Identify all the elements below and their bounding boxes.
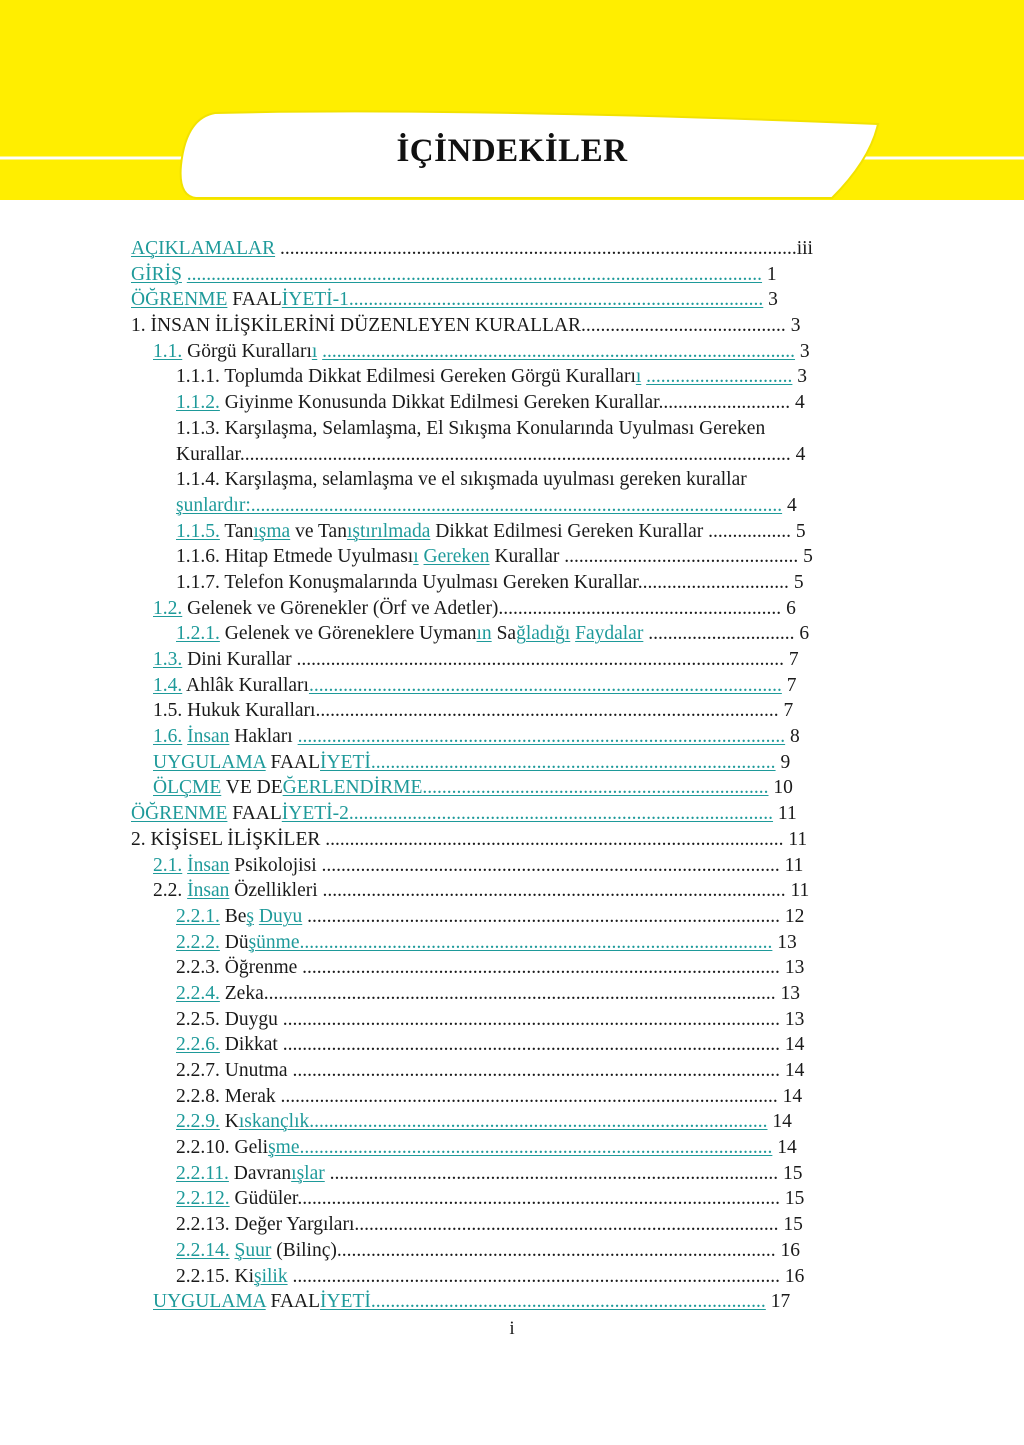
toc-entry [176, 364, 901, 390]
toc-text: .......................................................................................................... [275, 238, 797, 259]
toc-text: 1.1.7. Telefon Konuşmalarında Uyulması Gereken Kurallar............................... [176, 571, 789, 593]
toc-text: Ahlâk Kuralları [182, 674, 309, 696]
toc-text: Gelenek ve Görenekler (Örf ve Adetler).......................................................... [182, 597, 782, 619]
toc-link[interactable]: GİRİŞ [131, 263, 182, 285]
toc-text: ............................................................................................ [324, 1162, 779, 1184]
toc-text: 13 [772, 931, 797, 953]
toc-link[interactable]: İYETİ................................................................................... [320, 751, 776, 773]
toc-text: 2.2.3. Öğrenme .................................................................................................. [176, 957, 780, 979]
toc-text: .................................................................................................... [287, 1265, 780, 1287]
toc-link[interactable]: 2.2.11. [176, 1162, 229, 1184]
toc-text: 14 [779, 1034, 805, 1056]
toc-entry [176, 621, 901, 647]
toc-entry [131, 236, 901, 262]
toc-text: 4 [782, 494, 797, 516]
toc-text: 3 [763, 289, 778, 311]
toc-link[interactable]: ş [246, 905, 255, 927]
toc-entry [176, 390, 901, 416]
toc-text: FAAL [265, 751, 321, 773]
page-title: İÇİNDEKİLER [396, 133, 628, 169]
toc-link[interactable]: ı [635, 366, 642, 388]
toc-text: Tan [219, 520, 254, 542]
toc-link[interactable]: İYETİ................................................................................. [320, 1291, 766, 1313]
toc-text: (Bilinç).......................................................................................... [271, 1239, 776, 1261]
toc-text: 15 [778, 1214, 803, 1236]
toc-link[interactable]: ıştırılmada [346, 520, 431, 542]
toc-entry [176, 1032, 901, 1058]
toc-text: FAAL [265, 1291, 321, 1313]
toc-link[interactable]: 1.1. [153, 340, 183, 362]
toc-text: ve Tan [290, 520, 347, 542]
toc-link[interactable]: 1.2. [153, 597, 183, 619]
toc-text: 1. İNSAN İLİŞKİLERİNİ DÜZENLEYEN KURALLAR.......................................... [131, 315, 786, 337]
toc-text: ................................................................................................. [302, 905, 780, 927]
toc-text: 14 [767, 1111, 792, 1133]
toc-text: Zeka......................................................................................................... [219, 982, 776, 1004]
toc-link[interactable]: ÖĞRENME [131, 289, 228, 311]
toc-link[interactable]: 1.1.2. [176, 392, 220, 414]
toc-entry [153, 724, 901, 750]
toc-text: 2.2. [153, 880, 188, 902]
toc-entry [131, 827, 901, 853]
toc-text: 16 [779, 1265, 805, 1287]
toc-link[interactable]: şme................................................................................................. [268, 1137, 773, 1159]
toc-text: 4 [790, 443, 806, 465]
toc-link[interactable]: 2.2.1. [176, 905, 220, 927]
toc-entry [131, 287, 901, 313]
toc-link[interactable]: 2.1. [153, 854, 183, 876]
header-band-shape [0, 0, 1024, 200]
toc-link[interactable]: ıskançlık.............................................................................................. [238, 1111, 768, 1133]
toc-text: iii [796, 238, 813, 259]
toc-link[interactable]: Duyu [258, 905, 303, 927]
toc-entry [176, 519, 901, 545]
toc-link[interactable]: ĞERLENDİRME....................................................................... [282, 777, 769, 799]
toc-link[interactable]: .................................................................................................... [297, 726, 786, 748]
toc-entry [153, 673, 901, 699]
toc-link[interactable]: İnsan [187, 880, 230, 902]
toc-text: 6 [781, 597, 796, 619]
toc-link[interactable]: ı [311, 340, 318, 362]
toc-link[interactable]: 1.2.1. [176, 623, 220, 645]
page-number: i [509, 1318, 515, 1339]
toc-entry [176, 1212, 901, 1238]
toc-text: 7 [778, 700, 794, 722]
toc-link[interactable]: 2.2.9. [176, 1111, 220, 1133]
toc-text: 14 [777, 1085, 803, 1107]
toc-link[interactable]: 1.3. [153, 649, 183, 670]
toc-entry [153, 853, 901, 879]
toc-link[interactable]: Gereken [423, 546, 490, 568]
toc-text: 15 [778, 1162, 803, 1184]
toc-text: 1.1.1. Toplumda Dikkat Edilmesi Gereken Görgü Kuralları [176, 366, 636, 388]
toc-text: 2.2.10. Geli [176, 1137, 269, 1159]
toc-link[interactable]: şunlardır:............................................................................................................. [176, 494, 783, 516]
toc-text: 17 [765, 1291, 791, 1313]
toc-link[interactable]: 2.2.14. [176, 1239, 230, 1261]
toc-text: Sa [491, 623, 517, 645]
toc-link[interactable]: ışlar [291, 1162, 325, 1184]
toc-text: Dü [219, 931, 249, 953]
toc-text: 2.2.15. Ki [176, 1265, 254, 1287]
toc-text: 1.1.6. Hitap Etmede Uyulması [176, 546, 414, 568]
toc-text: 2. KİŞİSEL İLİŞKİLER .............................................................................................. [131, 828, 784, 850]
toc-text: K [219, 1111, 239, 1133]
toc-text: 11 [779, 854, 804, 876]
toc-link[interactable]: UYGULAMA [153, 751, 266, 773]
toc-link[interactable]: ın [476, 623, 492, 645]
toc-text: Özellikleri ............................................................................................... [229, 880, 786, 902]
toc-link[interactable]: ğladığı [516, 623, 571, 645]
toc-entry [131, 262, 901, 288]
toc-link[interactable]: İnsan [187, 854, 230, 876]
toc-text: 13 [779, 1008, 805, 1030]
toc-text: Be [219, 905, 247, 927]
toc-link[interactable]: İYETİ-2....................................................................................... [281, 803, 774, 825]
toc-text: 10 [768, 777, 793, 799]
toc-entry [176, 930, 901, 956]
toc-text: 14 [772, 1137, 797, 1159]
toc-link[interactable]: ışma [253, 520, 291, 542]
toc-link[interactable]: ı [413, 546, 419, 568]
toc-link[interactable]: şünme................................................................................................. [248, 931, 773, 953]
toc-text: 14 [779, 1060, 805, 1081]
toc-entry [176, 467, 901, 493]
toc-text: 1 [762, 263, 777, 285]
toc-entry [153, 647, 901, 673]
toc-entry [131, 313, 901, 339]
toc-text: 8 [785, 726, 800, 748]
toc-text: 5 [791, 520, 806, 542]
toc-text: 2.2.7. Unutma .................................................................................................... [176, 1060, 780, 1081]
toc-entry [176, 1264, 901, 1290]
toc-entry [176, 981, 901, 1007]
toc-link[interactable]: Faydalar [575, 623, 644, 645]
toc-link[interactable]: 1.1.5. [176, 520, 220, 542]
toc-text: Dikkat ...................................................................................................... [219, 1034, 780, 1056]
toc-text: 2.2.13. Değer Yargıları....................................................................................... [176, 1214, 779, 1236]
toc-link[interactable]: ................................................................................................. [322, 340, 796, 362]
toc-text: 13 [775, 982, 800, 1004]
toc-text: Görgü Kuralları [182, 340, 312, 362]
header-band [0, 0, 1024, 200]
toc-text: 5 [798, 546, 813, 568]
toc-entry [176, 1058, 901, 1084]
toc-text: 11 [785, 880, 810, 902]
toc-text: 9 [775, 751, 791, 773]
toc-text: 7 [781, 674, 797, 696]
toc-entry [153, 339, 901, 365]
toc-entry [176, 442, 901, 468]
toc-text: FAAL [227, 289, 282, 311]
toc-text: 2.2.8. Merak ...................................................................................................... [176, 1085, 778, 1107]
toc-link[interactable]: İnsan [187, 726, 230, 748]
toc-entry [176, 1007, 901, 1033]
toc-entry [176, 1161, 901, 1187]
table-of-contents [131, 236, 901, 1315]
toc-entry [176, 1135, 901, 1161]
toc-entry [176, 570, 901, 596]
toc-entry [176, 904, 901, 930]
toc-text: Giyinme Konusunda Dikkat Edilmesi Gereken Kurallar........................... [219, 392, 791, 414]
toc-text: 5 [788, 571, 804, 593]
toc-link[interactable]: 1.4. [153, 674, 183, 696]
toc-text: 15 [779, 1188, 805, 1210]
toc-text: 2.2.5. Duygu ...................................................................................................... [176, 1008, 780, 1030]
toc-link[interactable]: 2.2.6. [176, 1034, 220, 1056]
toc-entry [153, 878, 901, 904]
toc-text: 16 [775, 1239, 800, 1261]
toc-entry [131, 801, 901, 827]
toc-link[interactable]: ...................................................................................................................... [186, 263, 763, 285]
toc-entry [176, 544, 901, 570]
toc-text: 1.1.3. Karşılaşma, Selamlaşma, El Sıkışma Konularında Uyulması Gereken [176, 417, 766, 439]
toc-link[interactable]: ÖLÇME [153, 777, 222, 799]
toc-entry [176, 955, 901, 981]
toc-text: Dikkat Edilmesi Gereken Kurallar ................. [430, 520, 792, 542]
toc-text: 1.1.4. Karşılaşma, selamlaşma ve el sıkışmada uyulması gereken kurallar [176, 469, 747, 491]
toc-link[interactable]: 1.6. [153, 726, 183, 748]
toc-text: 3 [785, 315, 801, 337]
toc-entry [153, 698, 901, 724]
toc-text: 3 [795, 340, 810, 362]
toc-text: VE DE [221, 777, 283, 799]
toc-link[interactable]: ................................................................................................. [308, 674, 782, 696]
toc-text: 6 [794, 623, 810, 645]
toc-link[interactable]: şilik [254, 1265, 288, 1287]
toc-text: .............................. [643, 623, 795, 645]
toc-entry [153, 596, 901, 622]
toc-text: Kurallar................................................................................................................. [176, 443, 791, 465]
toc-link[interactable]: 2.2.12. [176, 1188, 230, 1210]
toc-link[interactable]: 2.2.2. [176, 931, 220, 953]
toc-text: Psikolojisi .............................................................................................. [229, 854, 780, 876]
toc-text: Kurallar ................................................ [489, 546, 799, 568]
toc-text: 3 [792, 366, 808, 388]
toc-text: 7 [784, 649, 799, 670]
toc-text: 12 [779, 905, 805, 927]
toc-link[interactable]: Şuur [234, 1239, 272, 1261]
toc-text: 1.5. Hukuk Kuralları............................................................................................... [153, 700, 779, 722]
toc-link[interactable]: İYETİ-1..................................................................................... [281, 289, 764, 311]
toc-entry [176, 1186, 901, 1212]
toc-text: Gelenek ve Göreneklere Uyman [219, 623, 477, 645]
toc-entry [176, 493, 901, 519]
toc-entry [153, 1289, 901, 1315]
toc-text: Dini Kurallar .................................................................................................... [182, 649, 785, 670]
toc-entry [176, 1109, 901, 1135]
toc-link[interactable]: ÖĞRENME [131, 803, 228, 825]
toc-text: 11 [783, 828, 808, 850]
toc-text: 11 [773, 803, 797, 825]
toc-text: 13 [779, 957, 805, 979]
toc-link[interactable]: AÇIKLAMALAR [131, 238, 276, 259]
toc-text: Güdüler................................................................................................... [229, 1188, 780, 1210]
toc-entry [153, 750, 901, 776]
toc-entry [176, 416, 901, 442]
toc-entry [176, 1084, 901, 1110]
toc-link[interactable]: UYGULAMA [153, 1291, 266, 1313]
toc-text: Davran [228, 1162, 292, 1184]
toc-text: FAAL [227, 803, 282, 825]
toc-entry [176, 1238, 901, 1264]
toc-link[interactable]: .............................. [646, 366, 793, 388]
toc-link[interactable]: 2.2.4. [176, 982, 220, 1004]
toc-text: 4 [790, 392, 805, 414]
toc-text: Hakları [229, 726, 293, 748]
toc-entry [153, 775, 901, 801]
